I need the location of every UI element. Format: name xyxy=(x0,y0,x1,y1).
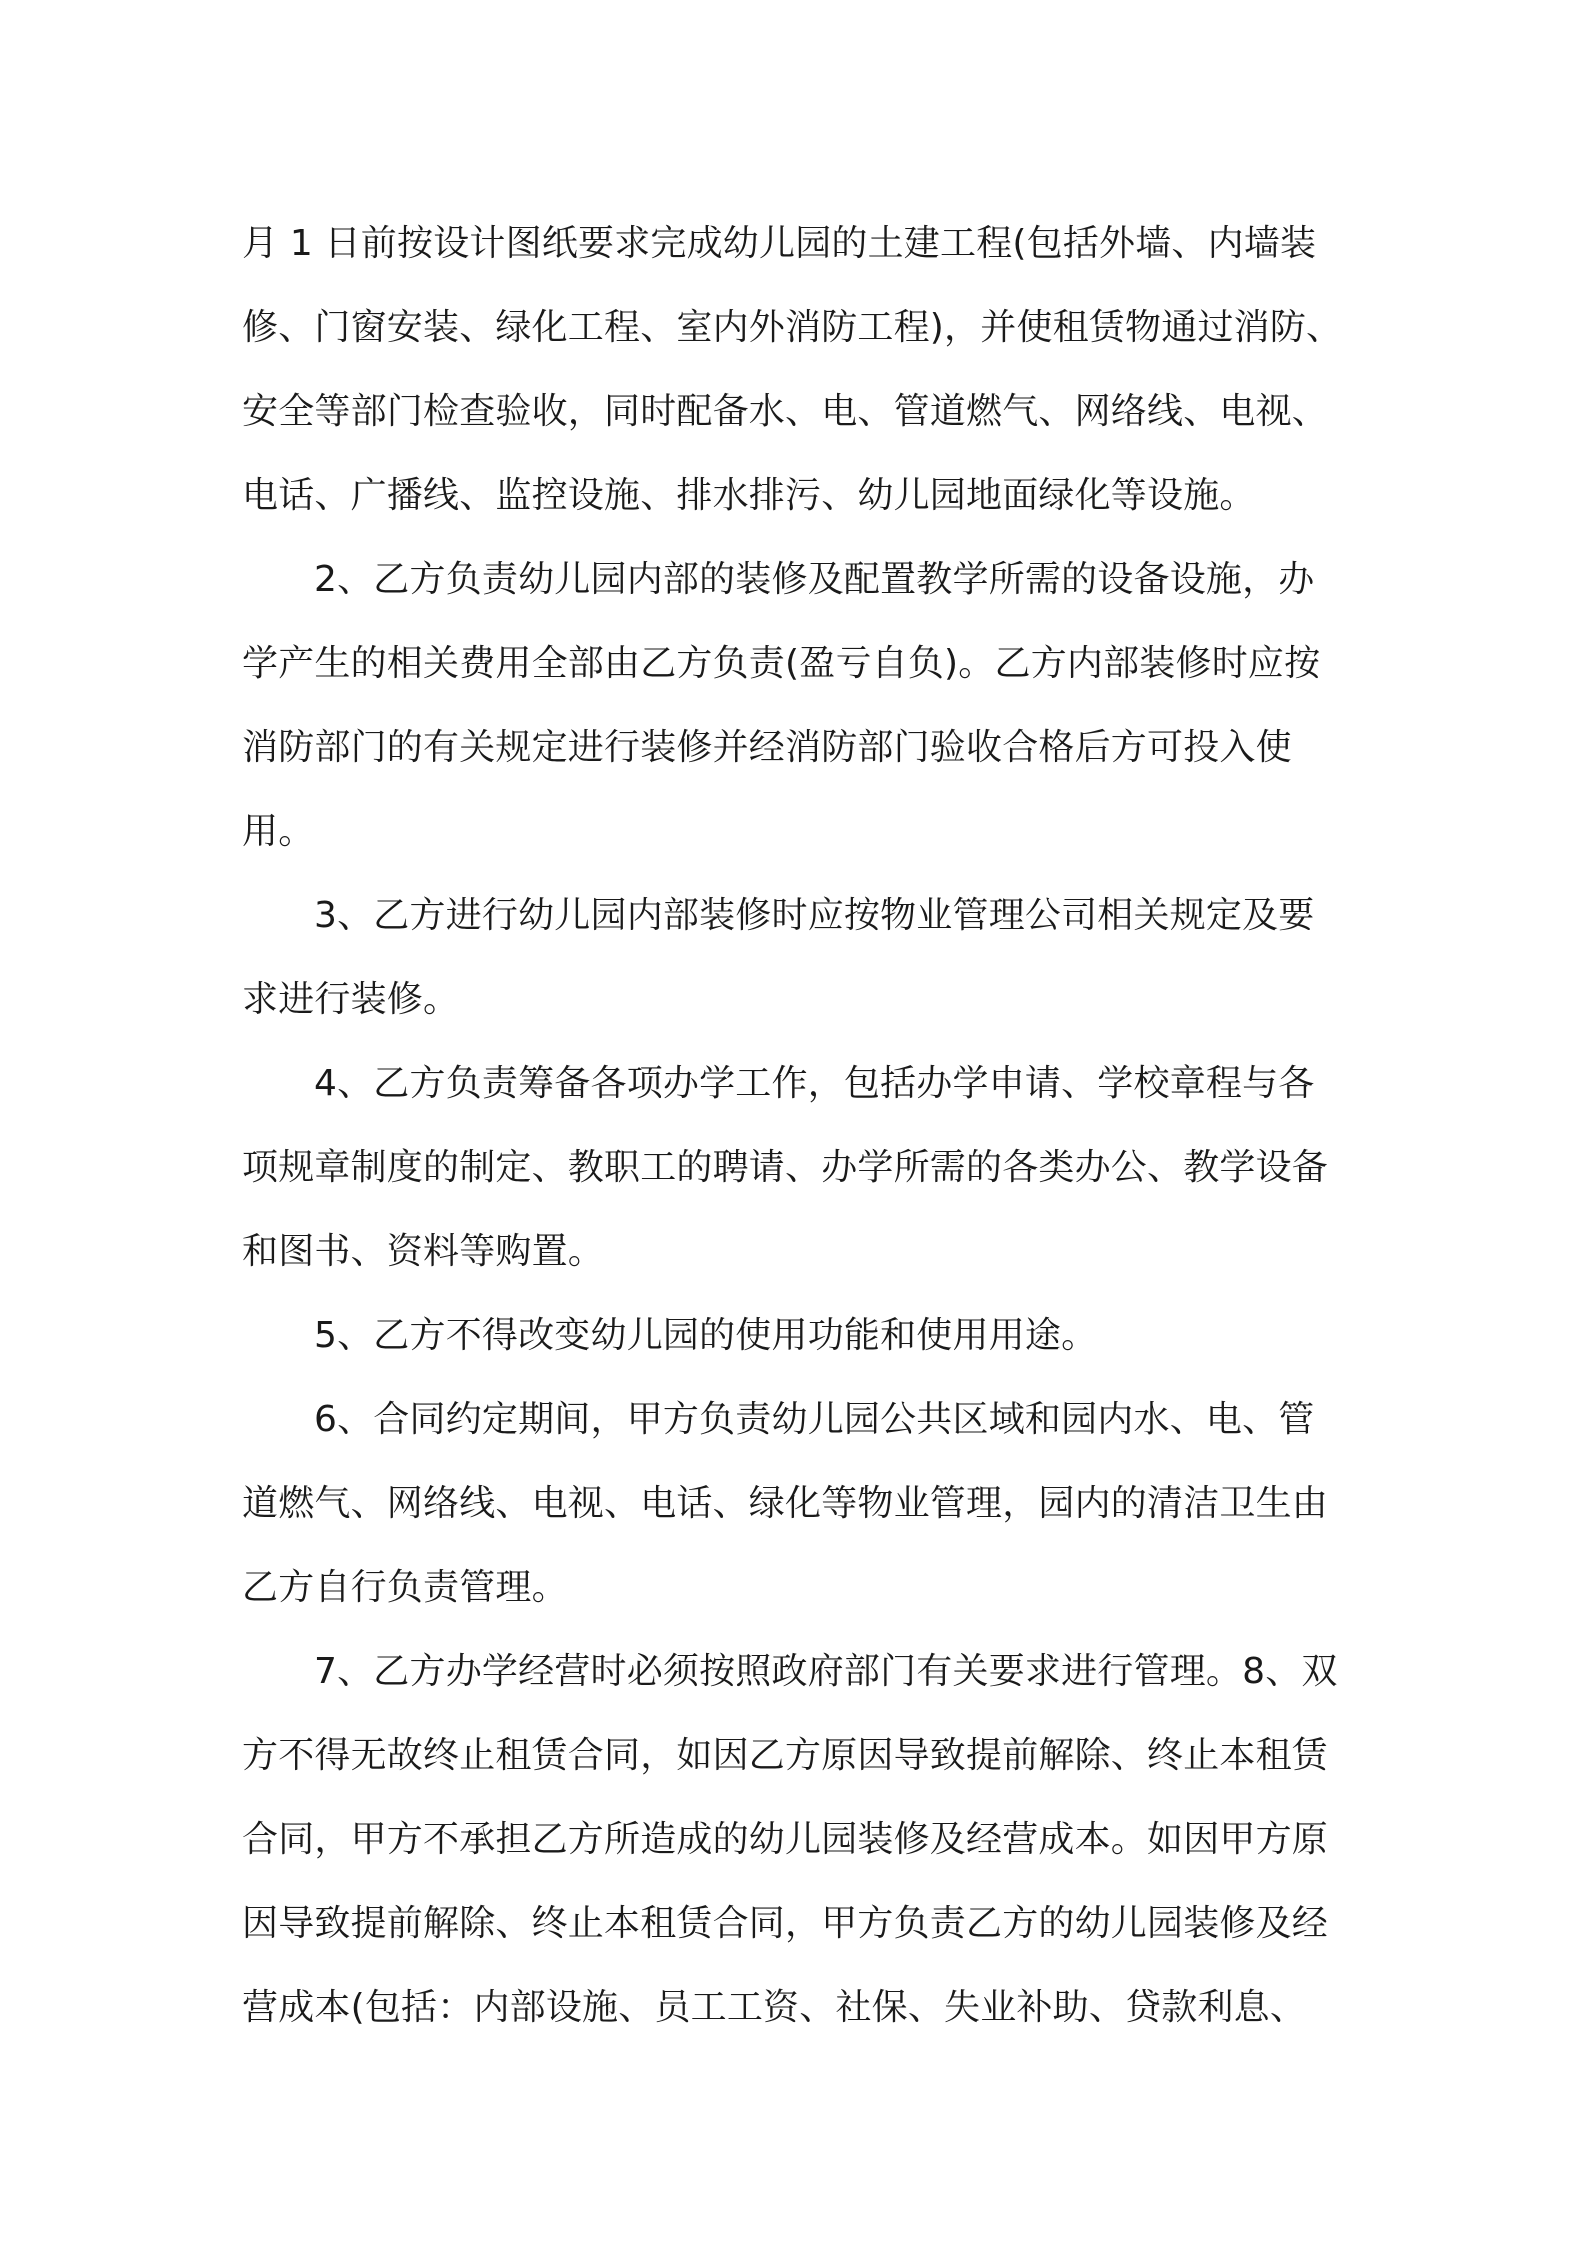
text-line: 营成本(包括：内部设施、员工工资、社保、失业补助、贷款利息、 xyxy=(242,1987,1307,2028)
text-line: 月 1 日前按设计图纸要求完成幼儿园的土建工程(包括外墙、内墙装 xyxy=(242,223,1317,264)
text-line: 求进行装修。 xyxy=(242,979,460,1020)
document-body xyxy=(242,202,1352,2050)
text-line: 消防部门的有关规定进行装修并经消防部门验收合格后方可投入使 xyxy=(242,727,1292,768)
text-line: 修、门窗安装、绿化工程、室内外消防工程)，并使租赁物通过消防、 xyxy=(242,307,1343,348)
paragraph-start-line: 5、乙方不得改变幼儿园的使用功能和使用用途。 xyxy=(314,1315,1098,1356)
paragraph-start-line: 3、乙方进行幼儿园内部装修时应按物业管理公司相关规定及要 xyxy=(314,895,1315,936)
paragraph-start-line: 6、合同约定期间，甲方负责幼儿园公共区域和园内水、电、管 xyxy=(314,1399,1315,1440)
paragraph-start-line: 4、乙方负责筹备各项办学工作，包括办学申请、学校章程与各 xyxy=(314,1063,1315,1104)
paragraph-start-line: 7、乙方办学经营时必须按照政府部门有关要求进行管理。8、双 xyxy=(314,1651,1338,1692)
text-line: 乙方自行负责管理。 xyxy=(242,1567,568,1608)
text-line: 学产生的相关费用全部由乙方负责(盈亏自负)。乙方内部装修时应按 xyxy=(242,643,1321,684)
text-line: 因导致提前解除、终止本租赁合同，甲方负责乙方的幼儿园装修及经 xyxy=(242,1903,1329,1944)
paragraph-start-line: 2、乙方负责幼儿园内部的装修及配置教学所需的设备设施，办 xyxy=(314,559,1315,600)
text-line: 方不得无故终止租赁合同，如因乙方原因导致提前解除、终止本租赁 xyxy=(242,1735,1329,1776)
text-line: 项规章制度的制定、教职工的聘请、办学所需的各类办公、教学设备 xyxy=(242,1147,1329,1188)
text-line: 电话、广播线、监控设施、排水排污、幼儿园地面绿化等设施。 xyxy=(242,475,1256,516)
text-line: 道燃气、网络线、电视、电话、绿化等物业管理，园内的清洁卫生由 xyxy=(242,1483,1329,1524)
text-line: 和图书、资料等购置。 xyxy=(242,1231,605,1272)
text-line: 用。 xyxy=(242,811,315,852)
text-line: 合同，甲方不承担乙方所造成的幼儿园装修及经营成本。如因甲方原 xyxy=(242,1819,1329,1860)
text-line: 安全等部门检查验收，同时配备水、电、管道燃气、网络线、电视、 xyxy=(242,391,1329,432)
